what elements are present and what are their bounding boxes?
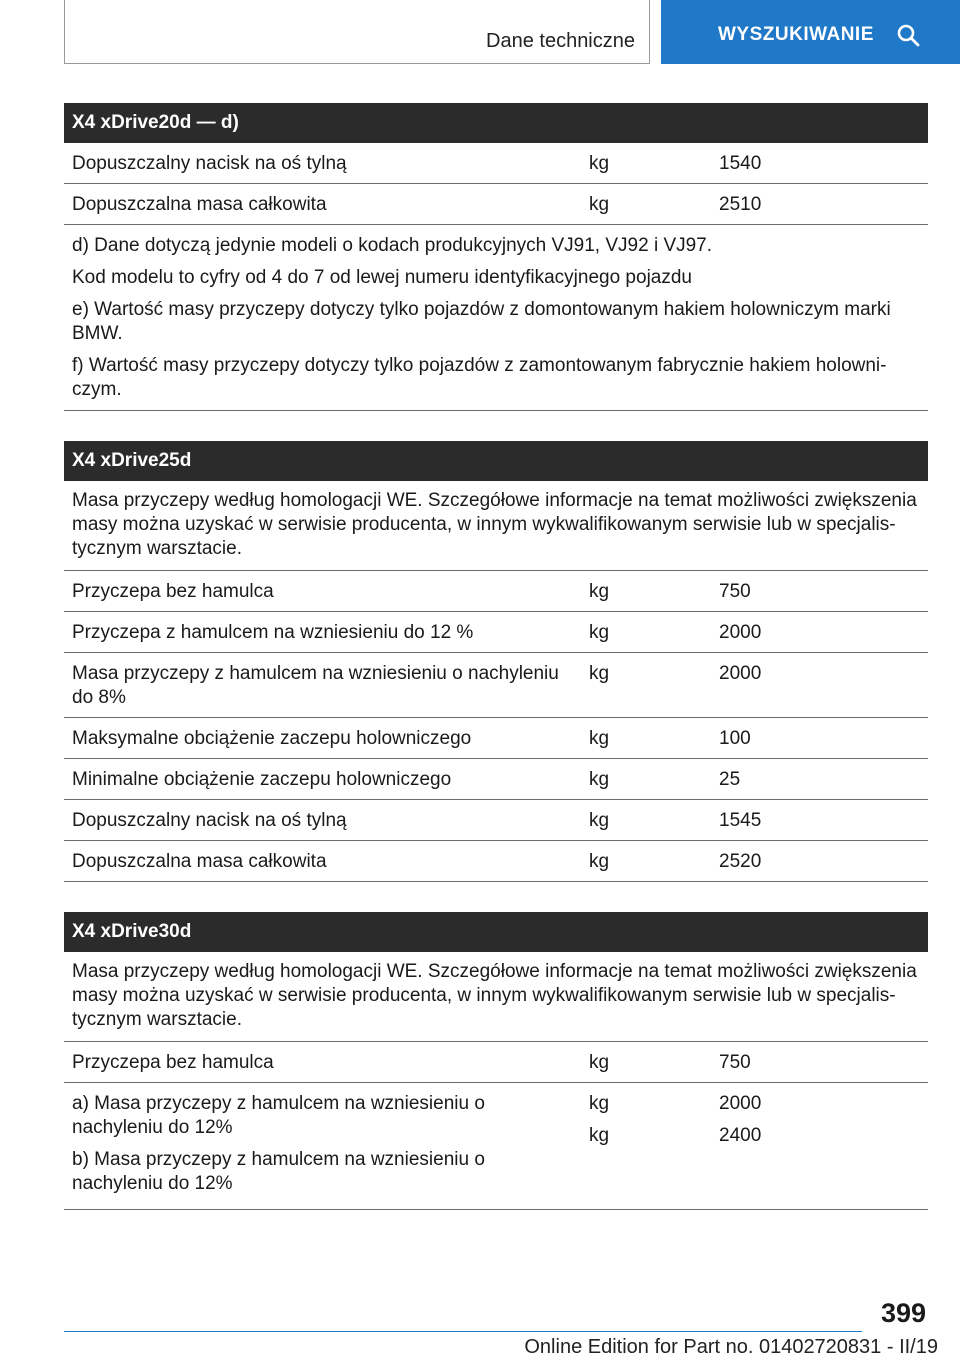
- row-unit: kg: [589, 728, 610, 749]
- section-xdrive20d: [64, 103, 928, 411]
- table-row: [64, 143, 928, 184]
- row-unit: kg: [589, 810, 610, 831]
- row-unit: kg: [589, 663, 610, 684]
- row-label: Minimalne obciążenie zaczepu holowniczego: [72, 769, 452, 790]
- row-label: Przyczepa z hamulcem na wzniesieniu do 12 %: [72, 622, 474, 643]
- section-xdrive30d: [64, 912, 928, 1210]
- row-value-group: [711, 1083, 928, 1203]
- row-label: Dopuszczalna masa całkowita: [72, 194, 327, 215]
- search-icon: [896, 23, 920, 47]
- footnote: f) Wartość masy przyczepy dotyczy tylko pojazdów z zamontowanym fabrycznie hakiem holowni-czym.: [72, 355, 887, 400]
- table-row: [64, 612, 928, 653]
- footnotes: [64, 225, 928, 411]
- row-label: Masa przyczepy z hamulcem na wzniesieniu o nachyleniu do 8%: [72, 663, 559, 708]
- row-unit: kg: [589, 769, 610, 790]
- search-button[interactable]: [661, 0, 960, 64]
- footnote: e) Wartość masy przyczepy dotyczy tylko pojazdów z domontowanym hakiem holowniczym marki BMW.: [72, 299, 891, 344]
- row-value: 2000: [719, 622, 762, 643]
- table-row: [64, 1042, 928, 1083]
- row-label: Przyczepa bez hamulca: [72, 581, 274, 602]
- row-value: 2520: [719, 851, 762, 872]
- section-title: X4 xDrive20d — d): [64, 103, 928, 143]
- row-unit: kg: [589, 1093, 610, 1114]
- table-row: [64, 759, 928, 800]
- row-value: 1540: [719, 153, 762, 174]
- row-value: 100: [719, 728, 751, 749]
- row-value: 1545: [719, 810, 762, 831]
- row-label: b) Masa przyczepy z hamulcem na wzniesieniu o nachyleniu do 12%: [72, 1149, 485, 1194]
- section-xdrive25d: [64, 441, 928, 882]
- row-label: Przyczepa bez hamulca: [72, 1052, 274, 1073]
- row-unit: kg: [589, 153, 610, 174]
- footer-divider: [64, 1331, 862, 1332]
- table-row: [64, 718, 928, 759]
- row-label: Dopuszczalny nacisk na oś tylną: [72, 810, 347, 831]
- table-row: [64, 184, 928, 225]
- row-label: a) Masa przyczepy z hamulcem na wzniesieniu o nachyleniu do 12%: [72, 1093, 485, 1138]
- edition-text: Online Edition for Part no. 01402720831 - II/19: [524, 1336, 938, 1358]
- row-unit: kg: [589, 851, 610, 872]
- footnote: Kod modelu to cyfry od 4 do 7 od lewej numeru identyfikacyjnego pojazdu: [72, 267, 692, 288]
- page-title: Dane techniczne: [486, 30, 635, 52]
- row-value: 750: [719, 1052, 751, 1073]
- header-tab: [64, 0, 650, 64]
- row-label: Dopuszczalny nacisk na oś tylną: [72, 153, 347, 174]
- section-title: X4 xDrive30d: [64, 912, 928, 952]
- page-number: 399: [880, 1298, 926, 1328]
- footnote: d) Dane dotyczą jedynie modeli o kodach produkcyjnych VJ91, VJ92 i VJ97.: [72, 235, 713, 256]
- row-value: 2510: [719, 194, 762, 215]
- row-unit: kg: [589, 1052, 610, 1073]
- row-unit: kg: [589, 581, 610, 602]
- row-value: 2000: [719, 1093, 762, 1114]
- table-row: [64, 841, 928, 882]
- section-intro: Masa przyczepy według homologacji WE. Szczegółowe informacje na temat możliwości zwiększenia masy można uzyskać w serwisie producenta, w innym wykwalifikowanym serwisie lub w specjalis-tycznym warsztacie.: [64, 952, 928, 1042]
- row-value: 2000: [719, 663, 762, 684]
- table-row: [64, 1083, 928, 1210]
- row-value: 750: [719, 581, 751, 602]
- search-label: WYSZUKIWANIE: [718, 24, 874, 45]
- section-title: X4 xDrive25d: [64, 441, 928, 481]
- row-unit: kg: [589, 622, 610, 643]
- row-value: 25: [719, 769, 741, 790]
- row-unit: kg: [589, 1125, 610, 1146]
- row-label: Dopuszczalna masa całkowita: [72, 851, 327, 872]
- row-unit: kg: [589, 194, 610, 215]
- section-intro: Masa przyczepy według homologacji WE. Szczegółowe informacje na temat możliwości zwiększenia masy można uzyskać w serwisie producenta, w innym wykwalifikowanym serwisie lub w specjalis-tycznym warsztacie.: [64, 481, 928, 571]
- table-row: [64, 800, 928, 841]
- table-row: [64, 571, 928, 612]
- content: [64, 103, 928, 1240]
- row-label-group: [64, 1083, 581, 1203]
- table-row: [64, 653, 928, 718]
- row-label: Maksymalne obciążenie zaczepu holowniczego: [72, 728, 472, 749]
- row-value: 2400: [719, 1125, 762, 1146]
- row-unit-group: [581, 1083, 711, 1203]
